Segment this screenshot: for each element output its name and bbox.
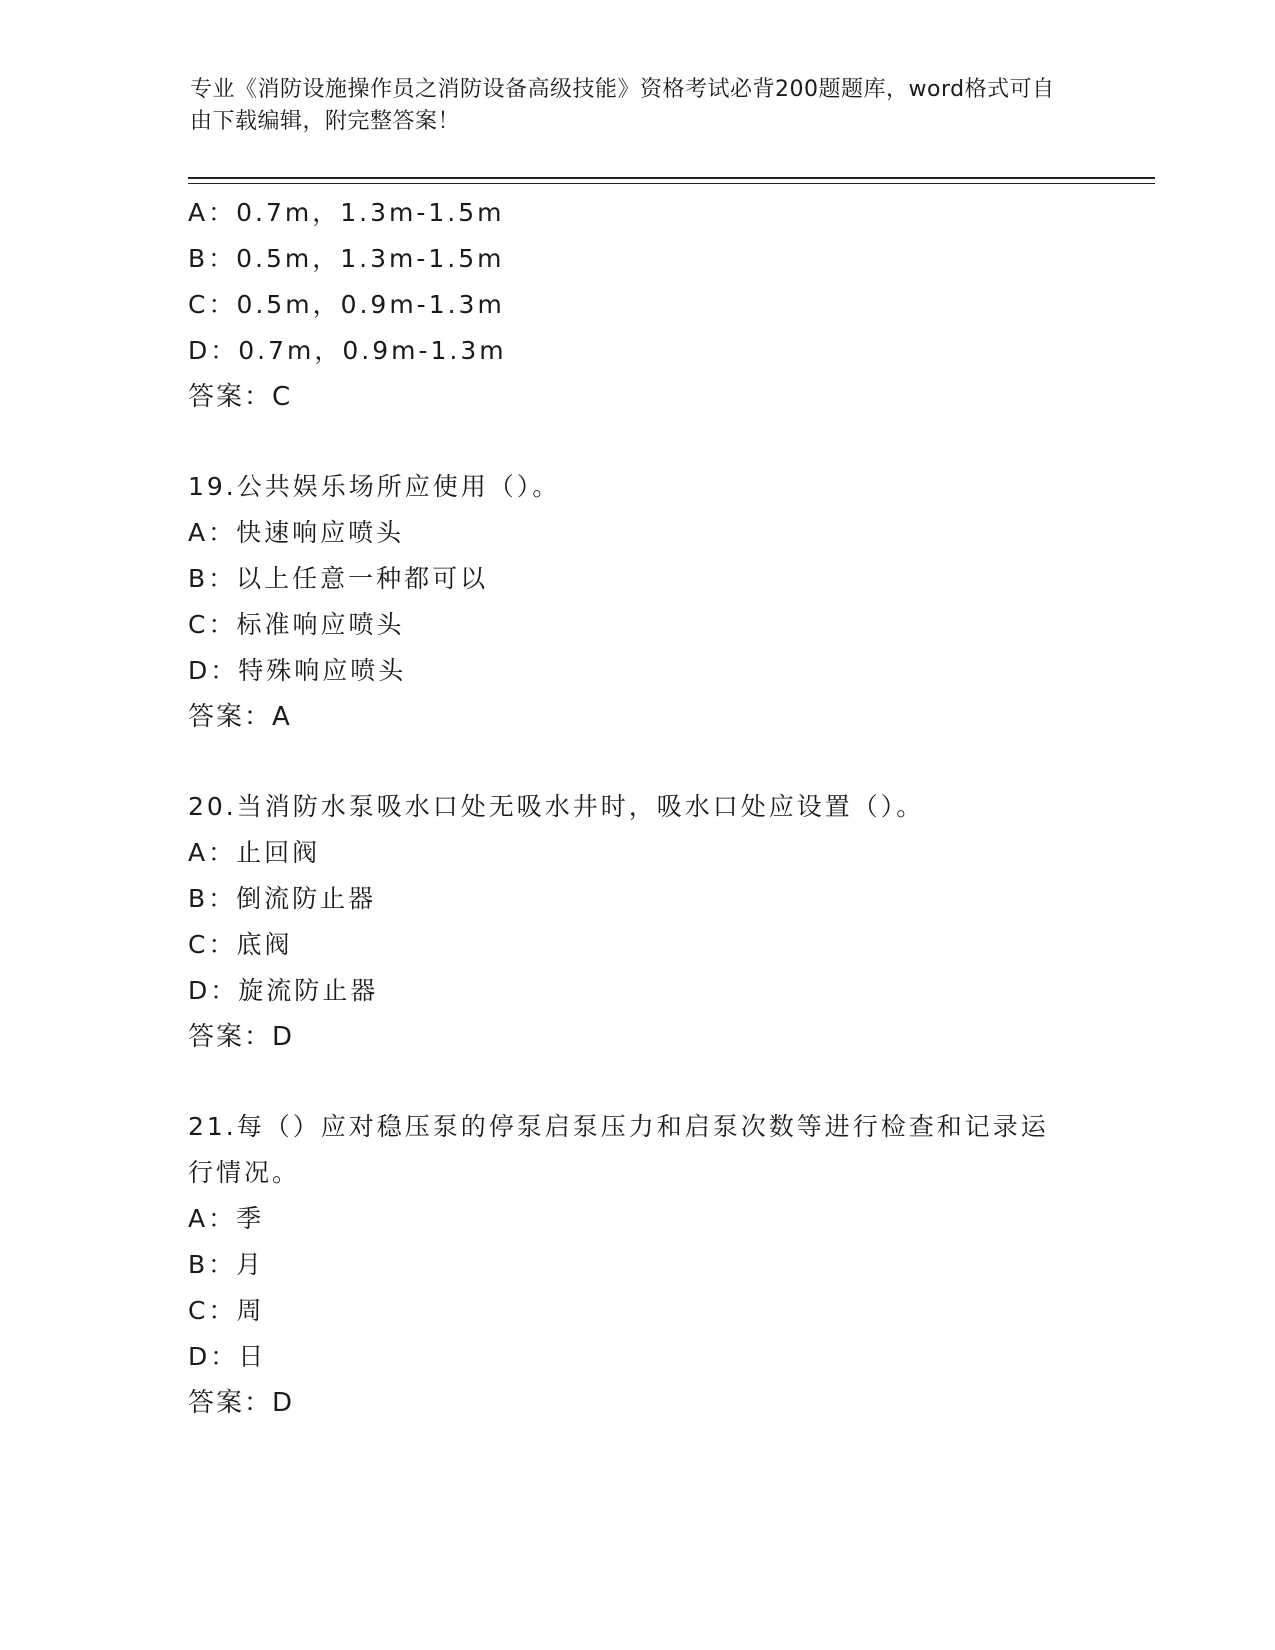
option-d: D：旋流防止器 [188,976,379,1005]
spacer [188,1060,1088,1104]
question-stem: 19.公共娱乐场所应使用（）。 [188,472,561,501]
option-d: D：日 [188,1342,267,1371]
option-b: B：月 [188,1250,265,1279]
option-a: A：快速响应喷头 [188,518,405,547]
option-b: B：0.5m，1.3m-1.5m [188,244,505,273]
option-a: A：季 [188,1204,265,1233]
header-rule-thick [188,177,1155,179]
option-d: D：特殊响应喷头 [188,656,407,685]
document-header-title: 专业《消防设施操作员之消防设备高级技能》资格考试必背200题题库，word格式可自由下载编辑，附完整答案！ [190,77,1055,134]
option-b: B：倒流防止器 [188,884,377,913]
option-c: C：底阀 [188,930,293,959]
question-list [188,190,1088,1426]
header-rule-thin [188,183,1155,184]
question-block-21 [188,1104,1088,1426]
spacer [188,740,1088,784]
option-d: D：0.7m，0.9m-1.3m [188,336,507,365]
option-b: B：以上任意一种都可以 [188,564,489,593]
option-c: C：周 [188,1296,265,1325]
answer-line: 答案：D [188,1388,295,1418]
question-block-20 [188,784,1088,1060]
question-stem: 21.每（）应对稳压泵的停泵启泵压力和启泵次数等进行检查和记录运行情况。 [188,1112,1049,1187]
answer-line: 答案：A [188,702,292,732]
option-c: C：0.5m，0.9m-1.3m [188,290,505,319]
answer-line: 答案：C [188,382,293,412]
option-c: C：标准响应喷头 [188,610,405,639]
question-block-18 [188,190,1088,420]
option-a: A：止回阀 [188,838,321,867]
question-stem: 20.当消防水泵吸水口处无吸水井时，吸水口处应设置（）。 [188,792,925,821]
spacer [188,420,1088,464]
answer-line: 答案：D [188,1022,295,1052]
option-a: A：0.7m，1.3m-1.5m [188,198,505,227]
question-block-19 [188,464,1088,740]
